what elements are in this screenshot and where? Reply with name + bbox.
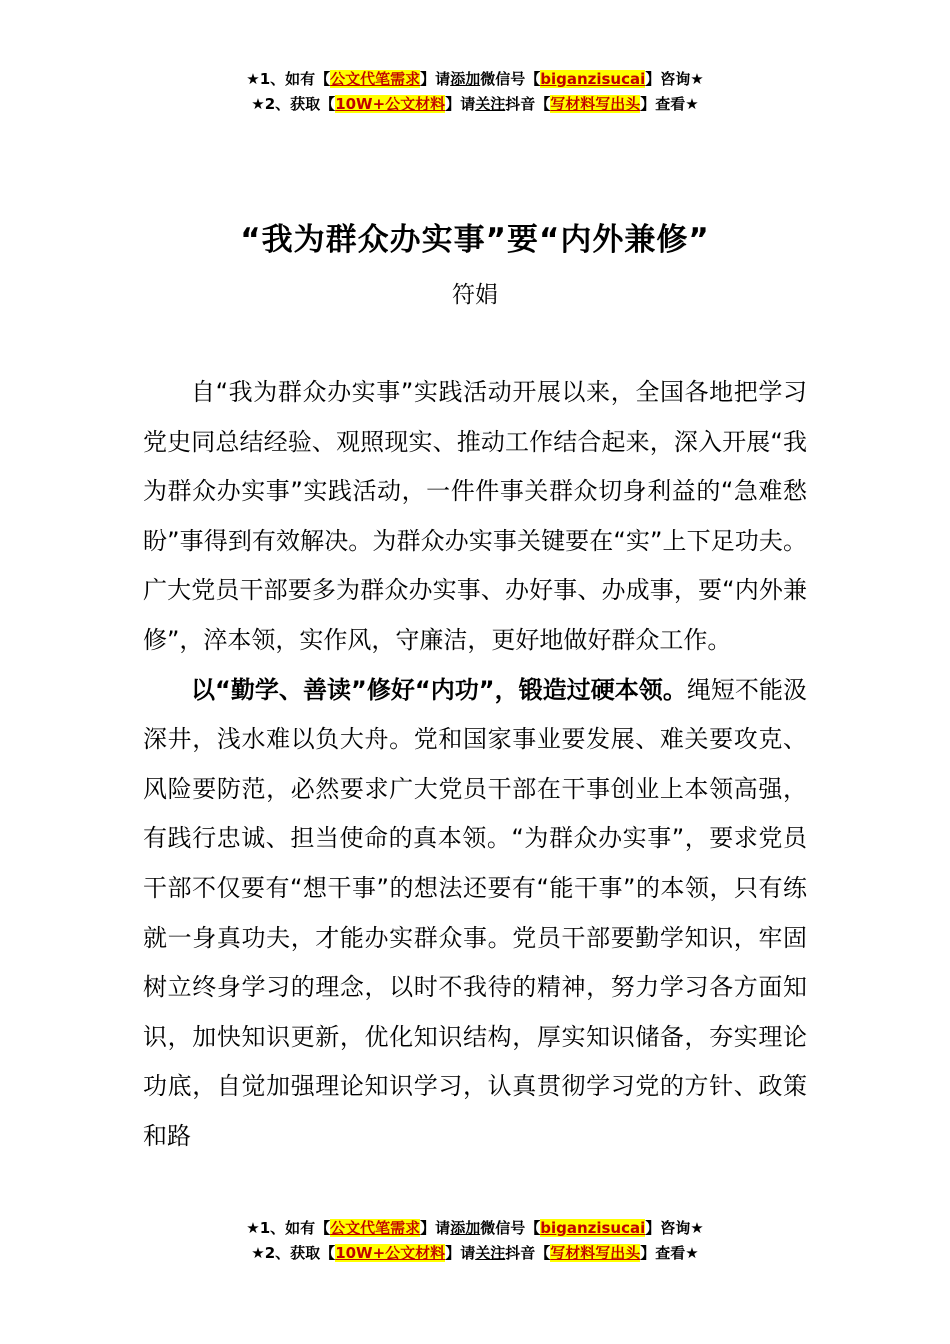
banner-douyin-id: 写材料写出头 [550, 1244, 641, 1262]
document-title: “我为群众办实事”要“内外兼修” [240, 222, 710, 258]
footer-banner [0, 1216, 950, 1266]
banner-underline: 关注 [475, 1244, 506, 1262]
banner-text: 】查看★ [640, 95, 699, 113]
banner-underline: 关注 [475, 95, 506, 113]
banner-line-1 [0, 1216, 950, 1241]
banner-text: 微信号【 [480, 70, 541, 88]
paragraph-2-heading: 以“勤学、善读”修好“内功”，锻造过硬本领。 [191, 675, 687, 704]
banner-text: ★1、如有【 [246, 70, 331, 88]
paragraph-1: 自“我为群众办实事”实践活动开展以来，全国各地把学习党史同总结经验、观照现实、推动工作结合起来，深入开展“我为群众办实事”实践活动，一件件事关群众切身利益的“急难愁盼”事得到有效解决。为群众办实事关键要在“实”上下足功夫。广大党员干部要多为群众办实事、办好事、办成事，要“内外兼修”，淬本领，实作风，守廉洁，更好地做好群众工作。 [143, 378, 807, 654]
header-banner [0, 67, 950, 117]
banner-text: ★2、获取【 [251, 95, 336, 113]
banner-line-2 [0, 92, 950, 117]
banner-highlight: 公文代笔需求 [330, 70, 421, 88]
banner-text: ★2、获取【 [251, 1244, 336, 1262]
paragraph-2-body: 绳短不能汲深井，浅水难以负大舟。党和国家事业要发展、难关要攻克、风险要防范，必然要求广大党员干部在干事创业上本领高强，有践行忠诚、担当使命的真本领。“为群众办实事”，要求党员干部不仅要有“想干事”的想法还要有“能干事”的本领，只有练就一身真功夫，才能办实群众事。党员干部要勤学知识，牢固树立终身学习的理念，以时不我待的精神，努力学习各方面知识，加快知识更新，优化知识结构，厚实知识储备，夯实理论功底，自觉加强理论知识学习，认真贯彻学习党的方针、政策和路 [143, 675, 807, 1150]
banner-text: 】请 [420, 1219, 451, 1237]
banner-line-2 [0, 1241, 950, 1266]
banner-line-1 [0, 67, 950, 92]
banner-text: 】查看★ [640, 1244, 699, 1262]
banner-underline: 添加 [450, 70, 481, 88]
banner-text: 】请 [445, 95, 476, 113]
banner-text: 】请 [445, 1244, 476, 1262]
banner-wechat-id: biganzisucai [540, 1219, 646, 1237]
banner-highlight: 10W+公文材料 [335, 1244, 446, 1262]
document-body [143, 368, 807, 1162]
banner-text: 抖音【 [505, 1244, 551, 1262]
banner-text: 】咨询★ [645, 70, 704, 88]
banner-text: 微信号【 [480, 1219, 541, 1237]
banner-underline: 添加 [450, 1219, 481, 1237]
banner-douyin-id: 写材料写出头 [550, 95, 641, 113]
banner-highlight: 公文代笔需求 [330, 1219, 421, 1237]
banner-text: 抖音【 [505, 95, 551, 113]
banner-text: 】咨询★ [645, 1219, 704, 1237]
banner-highlight: 10W+公文材料 [335, 95, 446, 113]
document-author: 符娟 [452, 282, 498, 308]
paragraph-2 [143, 666, 807, 1162]
banner-text: ★1、如有【 [246, 1219, 331, 1237]
banner-text: 】请 [420, 70, 451, 88]
banner-wechat-id: biganzisucai [540, 70, 646, 88]
